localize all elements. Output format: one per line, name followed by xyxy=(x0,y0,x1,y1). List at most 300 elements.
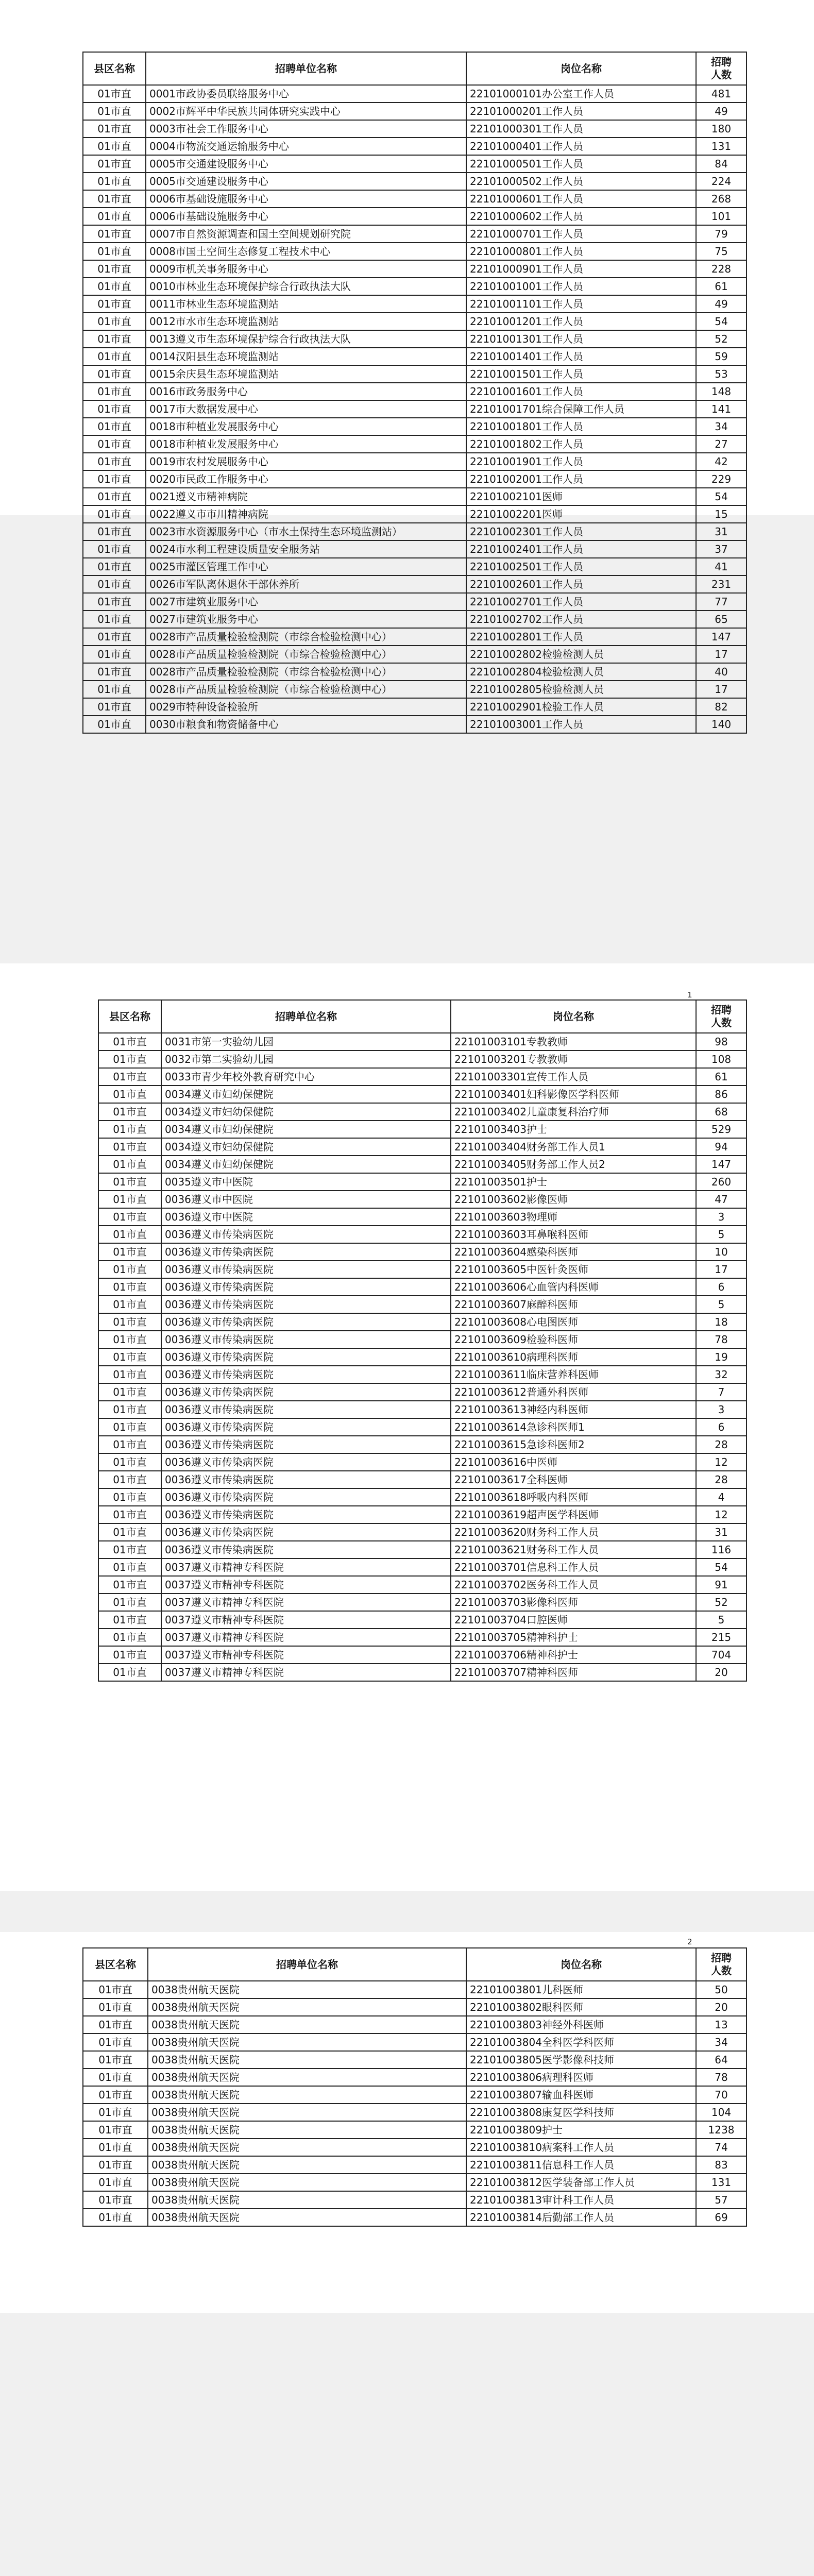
table-row xyxy=(98,1050,747,1068)
post-cell: 22101001501工作人员 xyxy=(466,365,696,383)
table-row xyxy=(83,593,747,611)
table-row xyxy=(83,2191,747,2209)
unit-cell: 0036遵义市传染病医院 xyxy=(161,1383,451,1401)
post-cell: 22101002901检验工作人员 xyxy=(466,698,696,716)
table-row xyxy=(98,1278,747,1296)
post-cell: 22101000501工作人员 xyxy=(466,155,696,173)
post-cell: 22101003705精神科护士 xyxy=(451,1629,696,1646)
count-cell: 20 xyxy=(696,1664,747,1681)
table-row xyxy=(83,698,747,716)
count-cell: 75 xyxy=(696,243,747,260)
unit-cell: 0025市灌区管理工作中心 xyxy=(146,558,466,575)
county-cell: 01市直 xyxy=(83,208,146,225)
unit-cell: 0037遵义市精神专科医院 xyxy=(161,1629,451,1646)
post-cell: 22101002804检验检测人员 xyxy=(466,663,696,681)
table-row xyxy=(83,85,747,103)
table-row xyxy=(83,2033,747,2051)
unit-cell: 0038贵州航天医院 xyxy=(148,2174,466,2191)
job-table xyxy=(82,52,747,734)
county-cell: 01市直 xyxy=(98,1629,161,1646)
page-number: 1 xyxy=(687,990,692,999)
unit-cell: 0020市民政工作服务中心 xyxy=(146,470,466,488)
county-cell: 01市直 xyxy=(83,138,146,155)
unit-cell: 0038贵州航天医院 xyxy=(148,2086,466,2104)
count-cell: 32 xyxy=(696,1366,747,1383)
count-cell: 224 xyxy=(696,173,747,190)
unit-cell: 0029市特种设备检验所 xyxy=(146,698,466,716)
table-row xyxy=(98,1243,747,1261)
unit-cell: 0038贵州航天医院 xyxy=(148,2069,466,2086)
count-cell: 50 xyxy=(696,1981,747,1998)
count-cell: 6 xyxy=(696,1278,747,1296)
county-cell: 01市直 xyxy=(83,383,146,400)
post-cell: 22101000701工作人员 xyxy=(466,225,696,243)
header-count: 招聘 人数 xyxy=(696,52,747,85)
unit-cell: 0036遵义市传染病医院 xyxy=(161,1348,451,1366)
table-row xyxy=(83,1998,747,2016)
county-cell: 01市直 xyxy=(98,1103,161,1121)
unit-cell: 0005市交通建设服务中心 xyxy=(146,155,466,173)
table-row xyxy=(98,1576,747,1594)
county-cell: 01市直 xyxy=(98,1541,161,1558)
county-cell: 01市直 xyxy=(98,1261,161,1278)
post-cell: 22101003101专教教师 xyxy=(451,1033,696,1050)
unit-cell: 0027市建筑业服务中心 xyxy=(146,611,466,628)
county-cell: 01市直 xyxy=(83,2086,148,2104)
county-cell: 01市直 xyxy=(98,1611,161,1629)
count-cell: 5 xyxy=(696,1611,747,1629)
unit-cell: 0037遵义市精神专科医院 xyxy=(161,1558,451,1576)
post-cell: 22101003617全科医师 xyxy=(451,1471,696,1488)
county-cell: 01市直 xyxy=(83,716,146,733)
post-cell: 22101001802工作人员 xyxy=(466,435,696,453)
job-table xyxy=(98,999,747,1682)
county-cell: 01市直 xyxy=(83,243,146,260)
county-cell: 01市直 xyxy=(83,646,146,663)
count-cell: 86 xyxy=(696,1086,747,1103)
table-row xyxy=(83,278,747,295)
table-header-row xyxy=(98,1000,747,1033)
unit-cell: 0036遵义市传染病医院 xyxy=(161,1243,451,1261)
table-row xyxy=(98,1506,747,1523)
unit-cell: 0036遵义市传染病医院 xyxy=(161,1541,451,1558)
post-cell: 22101000901工作人员 xyxy=(466,260,696,278)
count-cell: 28 xyxy=(696,1471,747,1488)
county-cell: 01市直 xyxy=(83,120,146,138)
unit-cell: 0002市辉平中华民族共同体研究实践中心 xyxy=(146,103,466,120)
post-cell: 22101003805医学影像科技师 xyxy=(466,2051,696,2069)
unit-cell: 0037遵义市精神专科医院 xyxy=(161,1646,451,1664)
header-post: 岗位名称 xyxy=(451,1000,696,1033)
unit-cell: 0032市第二实验幼儿园 xyxy=(161,1050,451,1068)
county-cell: 01市直 xyxy=(83,2174,148,2191)
unit-cell: 0036遵义市传染病医院 xyxy=(161,1471,451,1488)
county-cell: 01市直 xyxy=(83,330,146,348)
table-row xyxy=(83,348,747,365)
table-body xyxy=(83,85,747,733)
unit-cell: 0036遵义市传染病医院 xyxy=(161,1366,451,1383)
post-cell: 22101003810病案科工作人员 xyxy=(466,2139,696,2156)
count-cell: 68 xyxy=(696,1103,747,1121)
count-cell: 1238 xyxy=(696,2121,747,2139)
table-row xyxy=(83,225,747,243)
unit-cell: 0021遵义市精神病院 xyxy=(146,488,466,505)
count-cell: 7 xyxy=(696,1383,747,1401)
table-row xyxy=(98,1646,747,1664)
count-cell: 3 xyxy=(696,1401,747,1418)
table-row xyxy=(98,1261,747,1278)
count-cell: 12 xyxy=(696,1453,747,1471)
unit-cell: 0036遵义市传染病医院 xyxy=(161,1488,451,1506)
county-cell: 01市直 xyxy=(83,85,146,103)
county-cell: 01市直 xyxy=(83,2209,148,2226)
county-cell: 01市直 xyxy=(98,1313,161,1331)
unit-cell: 0038贵州航天医院 xyxy=(148,2016,466,2033)
table-row xyxy=(98,1594,747,1611)
unit-cell: 0038贵州航天医院 xyxy=(148,2139,466,2156)
post-cell: 22101000301工作人员 xyxy=(466,120,696,138)
unit-cell: 0006市基础设施服务中心 xyxy=(146,190,466,208)
county-cell: 01市直 xyxy=(98,1506,161,1523)
county-cell: 01市直 xyxy=(98,1243,161,1261)
post-cell: 22101003602影像医师 xyxy=(451,1191,696,1208)
post-cell: 22101003813审计科工作人员 xyxy=(466,2191,696,2209)
unit-cell: 0038贵州航天医院 xyxy=(148,2121,466,2139)
county-cell: 01市直 xyxy=(83,611,146,628)
unit-cell: 0028市产品质量检验检测院（市综合检验检测中心） xyxy=(146,681,466,698)
unit-cell: 0008市国土空间生态修复工程技术中心 xyxy=(146,243,466,260)
county-cell: 01市直 xyxy=(98,1576,161,1594)
table-row xyxy=(98,1383,747,1401)
count-cell: 27 xyxy=(696,435,747,453)
post-cell: 22101000101办公室工作人员 xyxy=(466,85,696,103)
count-cell: 19 xyxy=(696,1348,747,1366)
post-cell: 22101003814后勤部工作人员 xyxy=(466,2209,696,2226)
table-row xyxy=(98,1629,747,1646)
table-row xyxy=(83,155,747,173)
count-cell: 180 xyxy=(696,120,747,138)
county-cell: 01市直 xyxy=(98,1296,161,1313)
table-row xyxy=(98,1453,747,1471)
count-cell: 108 xyxy=(696,1050,747,1068)
table-row xyxy=(98,1086,747,1103)
unit-cell: 0038贵州航天医院 xyxy=(148,2191,466,2209)
table-body xyxy=(83,1981,747,2226)
count-cell: 54 xyxy=(696,313,747,330)
unit-cell: 0034遵义市妇幼保健院 xyxy=(161,1121,451,1138)
count-cell: 12 xyxy=(696,1506,747,1523)
post-cell: 22101003611临床营养科医师 xyxy=(451,1366,696,1383)
county-cell: 01市直 xyxy=(98,1121,161,1138)
post-cell: 22101002101医师 xyxy=(466,488,696,505)
post-cell: 22101002601工作人员 xyxy=(466,575,696,593)
table-row xyxy=(83,400,747,418)
table-row xyxy=(98,1138,747,1156)
county-cell: 01市直 xyxy=(83,190,146,208)
county-cell: 01市直 xyxy=(98,1173,161,1191)
unit-cell: 0036遵义市中医院 xyxy=(161,1191,451,1208)
header-count: 招聘 人数 xyxy=(696,1948,747,1981)
table-row xyxy=(83,243,747,260)
count-cell: 4 xyxy=(696,1488,747,1506)
post-cell: 22101003604感染科医师 xyxy=(451,1243,696,1261)
count-cell: 65 xyxy=(696,611,747,628)
count-cell: 54 xyxy=(696,1558,747,1576)
table-row xyxy=(83,2051,747,2069)
unit-cell: 0017市大数据发展中心 xyxy=(146,400,466,418)
table-header-row xyxy=(83,1948,747,1981)
post-cell: 22101003605中医针灸医师 xyxy=(451,1261,696,1278)
unit-cell: 0036遵义市传染病医院 xyxy=(161,1418,451,1436)
post-cell: 22101003809护士 xyxy=(466,2121,696,2139)
county-cell: 01市直 xyxy=(98,1523,161,1541)
table-header-row xyxy=(83,52,747,85)
county-cell: 01市直 xyxy=(98,1436,161,1453)
table-body xyxy=(98,1033,747,1681)
post-cell: 22101003803神经外科医师 xyxy=(466,2016,696,2033)
county-cell: 01市直 xyxy=(98,1594,161,1611)
post-cell: 22101003807输血科医师 xyxy=(466,2086,696,2104)
county-cell: 01市直 xyxy=(83,313,146,330)
unit-cell: 0016市政务服务中心 xyxy=(146,383,466,400)
count-cell: 215 xyxy=(696,1629,747,1646)
unit-cell: 0018市种植业发展服务中心 xyxy=(146,435,466,453)
county-cell: 01市直 xyxy=(83,2016,148,2033)
unit-cell: 0013遵义市生态环境保护综合行政执法大队 xyxy=(146,330,466,348)
post-cell: 22101000602工作人员 xyxy=(466,208,696,225)
count-cell: 82 xyxy=(696,698,747,716)
post-cell: 22101000502工作人员 xyxy=(466,173,696,190)
unit-cell: 0028市产品质量检验检测院（市综合检验检测中心） xyxy=(146,628,466,646)
post-cell: 22101003616中医师 xyxy=(451,1453,696,1471)
table-row xyxy=(83,2174,747,2191)
unit-cell: 0001市政协委员联络服务中心 xyxy=(146,85,466,103)
count-cell: 78 xyxy=(696,1331,747,1348)
count-cell: 147 xyxy=(696,628,747,646)
table-row xyxy=(83,173,747,190)
table-row xyxy=(83,540,747,558)
table-row xyxy=(98,1033,747,1050)
table-row xyxy=(98,1523,747,1541)
count-cell: 37 xyxy=(696,540,747,558)
table-row xyxy=(83,453,747,470)
county-cell: 01市直 xyxy=(83,365,146,383)
count-cell: 6 xyxy=(696,1418,747,1436)
county-cell: 01市直 xyxy=(98,1033,161,1050)
table-row xyxy=(98,1156,747,1173)
county-cell: 01市直 xyxy=(98,1050,161,1068)
unit-cell: 0038贵州航天医院 xyxy=(148,2156,466,2174)
county-cell: 01市直 xyxy=(98,1383,161,1401)
post-cell: 22101002401工作人员 xyxy=(466,540,696,558)
table-row xyxy=(98,1331,747,1348)
count-cell: 231 xyxy=(696,575,747,593)
post-cell: 22101003608心电图医师 xyxy=(451,1313,696,1331)
unit-cell: 0007市自然资源调查和国土空间规划研究院 xyxy=(146,225,466,243)
county-cell: 01市直 xyxy=(98,1348,161,1366)
county-cell: 01市直 xyxy=(83,663,146,681)
post-cell: 22101001201工作人员 xyxy=(466,313,696,330)
unit-cell: 0004市物流交通运输服务中心 xyxy=(146,138,466,155)
county-cell: 01市直 xyxy=(83,505,146,523)
table-row xyxy=(83,558,747,575)
county-cell: 01市直 xyxy=(83,1981,148,1998)
count-cell: 91 xyxy=(696,1576,747,1594)
unit-cell: 0022遵义市市川精神病院 xyxy=(146,505,466,523)
post-cell: 22101003612普通外科医师 xyxy=(451,1383,696,1401)
post-cell: 22101003405财务部工作人员2 xyxy=(451,1156,696,1173)
post-cell: 22101003806病理科医师 xyxy=(466,2069,696,2086)
county-cell: 01市直 xyxy=(83,470,146,488)
unit-cell: 0038贵州航天医院 xyxy=(148,2209,466,2226)
table-row xyxy=(83,365,747,383)
post-cell: 22101002301工作人员 xyxy=(466,523,696,540)
table-row xyxy=(83,611,747,628)
table-row xyxy=(83,488,747,505)
county-cell: 01市直 xyxy=(98,1156,161,1173)
post-cell: 22101003704口腔医师 xyxy=(451,1611,696,1629)
post-cell: 22101003610病理科医师 xyxy=(451,1348,696,1366)
count-cell: 13 xyxy=(696,2016,747,2033)
county-cell: 01市直 xyxy=(98,1488,161,1506)
unit-cell: 0006市基础设施服务中心 xyxy=(146,208,466,225)
unit-cell: 0038贵州航天医院 xyxy=(148,2033,466,2051)
unit-cell: 0030市粮食和物资储备中心 xyxy=(146,716,466,733)
table-row xyxy=(83,2209,747,2226)
post-cell: 22101003404财务部工作人员1 xyxy=(451,1138,696,1156)
county-cell: 01市直 xyxy=(83,593,146,611)
count-cell: 31 xyxy=(696,523,747,540)
unit-cell: 0024市水利工程建设质量安全服务站 xyxy=(146,540,466,558)
count-cell: 49 xyxy=(696,295,747,313)
count-cell: 229 xyxy=(696,470,747,488)
county-cell: 01市直 xyxy=(83,103,146,120)
table-row xyxy=(98,1558,747,1576)
unit-cell: 0037遵义市精神专科医院 xyxy=(161,1576,451,1594)
count-cell: 77 xyxy=(696,593,747,611)
count-cell: 61 xyxy=(696,1068,747,1086)
unit-cell: 0038贵州航天医院 xyxy=(148,2104,466,2121)
count-cell: 84 xyxy=(696,155,747,173)
table-row xyxy=(98,1348,747,1366)
post-cell: 22101003607麻醉科医师 xyxy=(451,1296,696,1313)
count-cell: 69 xyxy=(696,2209,747,2226)
table-row xyxy=(83,2086,747,2104)
county-cell: 01市直 xyxy=(98,1208,161,1226)
unit-cell: 0036遵义市传染病医院 xyxy=(161,1506,451,1523)
post-cell: 22101002702工作人员 xyxy=(466,611,696,628)
county-cell: 01市直 xyxy=(83,698,146,716)
table-row xyxy=(83,2139,747,2156)
post-cell: 22101001901工作人员 xyxy=(466,453,696,470)
county-cell: 01市直 xyxy=(83,2051,148,2069)
count-cell: 79 xyxy=(696,225,747,243)
header-unit: 招聘单位名称 xyxy=(161,1000,451,1033)
county-cell: 01市直 xyxy=(83,2069,148,2086)
unit-cell: 0036遵义市传染病医院 xyxy=(161,1278,451,1296)
count-cell: 20 xyxy=(696,1998,747,2016)
table-row xyxy=(83,120,747,138)
header-unit: 招聘单位名称 xyxy=(146,52,466,85)
count-cell: 94 xyxy=(696,1138,747,1156)
post-cell: 22101001701综合保障工作人员 xyxy=(466,400,696,418)
post-cell: 22101003609检验科医师 xyxy=(451,1331,696,1348)
unit-cell: 0036遵义市传染病医院 xyxy=(161,1331,451,1348)
document-page-3 xyxy=(0,1932,814,2313)
post-cell: 22101000401工作人员 xyxy=(466,138,696,155)
county-cell: 01市直 xyxy=(83,488,146,505)
count-cell: 41 xyxy=(696,558,747,575)
county-cell: 01市直 xyxy=(98,1664,161,1681)
post-cell: 22101001601工作人员 xyxy=(466,383,696,400)
post-cell: 22101003702医务科工作人员 xyxy=(451,1576,696,1594)
count-cell: 228 xyxy=(696,260,747,278)
county-cell: 01市直 xyxy=(98,1331,161,1348)
post-cell: 22101001001工作人员 xyxy=(466,278,696,295)
unit-cell: 0034遵义市妇幼保健院 xyxy=(161,1138,451,1156)
county-cell: 01市直 xyxy=(83,558,146,575)
county-cell: 01市直 xyxy=(98,1191,161,1208)
unit-cell: 0003市社会工作服务中心 xyxy=(146,120,466,138)
unit-cell: 0037遵义市精神专科医院 xyxy=(161,1594,451,1611)
count-cell: 61 xyxy=(696,278,747,295)
county-cell: 01市直 xyxy=(98,1278,161,1296)
table-row xyxy=(83,716,747,733)
unit-cell: 0019市农村发展服务中心 xyxy=(146,453,466,470)
unit-cell: 0034遵义市妇幼保健院 xyxy=(161,1156,451,1173)
table-row xyxy=(98,1541,747,1558)
count-cell: 5 xyxy=(696,1296,747,1313)
post-cell: 22101001101工作人员 xyxy=(466,295,696,313)
count-cell: 52 xyxy=(696,1594,747,1611)
table-row xyxy=(83,208,747,225)
table-row xyxy=(98,1611,747,1629)
county-cell: 01市直 xyxy=(83,681,146,698)
table-row xyxy=(83,295,747,313)
county-cell: 01市直 xyxy=(83,400,146,418)
post-cell: 22101002701工作人员 xyxy=(466,593,696,611)
count-cell: 49 xyxy=(696,103,747,120)
county-cell: 01市直 xyxy=(98,1138,161,1156)
post-cell: 22101003621财务科工作人员 xyxy=(451,1541,696,1558)
unit-cell: 0034遵义市妇幼保健院 xyxy=(161,1086,451,1103)
unit-cell: 0012市水市生态环境监测站 xyxy=(146,313,466,330)
post-cell: 22101003703影像科医师 xyxy=(451,1594,696,1611)
county-cell: 01市直 xyxy=(98,1068,161,1086)
post-cell: 22101003707精神科医师 xyxy=(451,1664,696,1681)
county-cell: 01市直 xyxy=(83,295,146,313)
county-cell: 01市直 xyxy=(83,348,146,365)
post-cell: 22101003615急诊科医师2 xyxy=(451,1436,696,1453)
document-page-2 xyxy=(0,963,814,1891)
job-table xyxy=(82,1947,747,2227)
county-cell: 01市直 xyxy=(83,540,146,558)
count-cell: 83 xyxy=(696,2156,747,2174)
county-cell: 01市直 xyxy=(83,453,146,470)
post-cell: 22101002802检验检测人员 xyxy=(466,646,696,663)
count-cell: 268 xyxy=(696,190,747,208)
unit-cell: 0034遵义市妇幼保健院 xyxy=(161,1103,451,1121)
count-cell: 59 xyxy=(696,348,747,365)
table-row xyxy=(98,1226,747,1243)
post-cell: 22101000601工作人员 xyxy=(466,190,696,208)
post-cell: 22101003701信息科工作人员 xyxy=(451,1558,696,1576)
count-cell: 40 xyxy=(696,663,747,681)
unit-cell: 0009市机关事务服务中心 xyxy=(146,260,466,278)
post-cell: 22101002001工作人员 xyxy=(466,470,696,488)
count-cell: 131 xyxy=(696,138,747,155)
count-cell: 28 xyxy=(696,1436,747,1453)
